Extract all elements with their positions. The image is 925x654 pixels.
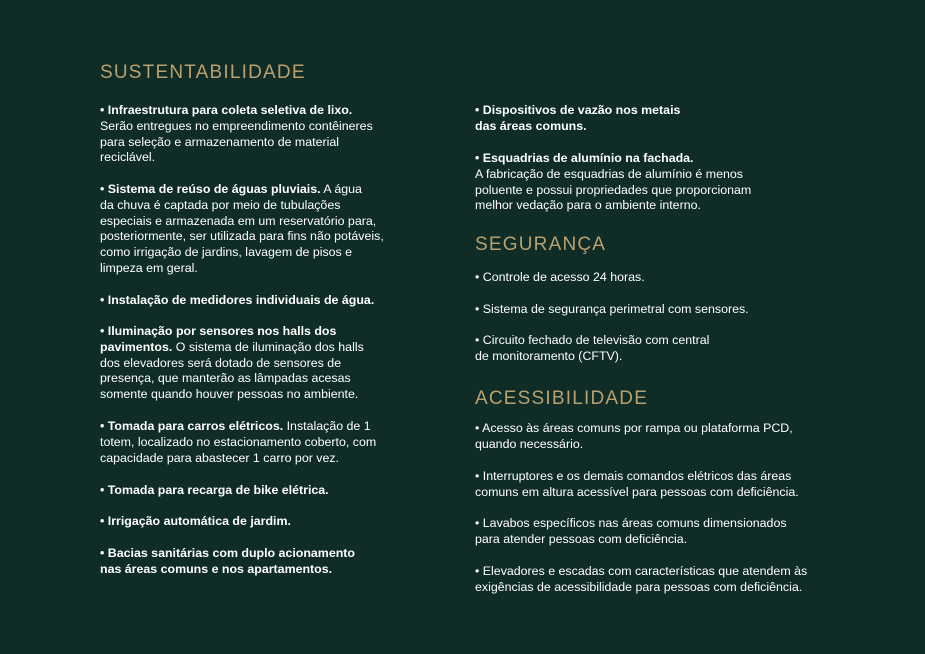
item-tomada-bike: • Tomada para recarga de bike elétrica. [100,483,329,497]
heading-seguranca: SEGURANÇA [475,234,607,255]
item-coleta-seletiva: • Infraestrutura para coleta seletiva de lixo. Serão entregues no empreendimento contêineres para seleção e armazenamento de material reciclável. [100,103,373,165]
item-iluminacao-sensores: • Iluminação por sensores nos halls dos pavimentos. O sistema de iluminação dos halls dos elevadores será dotado de sensores de presença, que manterão as lâmpadas acesas somente quando houver pessoas no ambiente. [100,324,364,402]
item-seguranca-perimetral: • Sistema de segurança perimetral com sensores. [475,302,749,316]
item-tomada-carros: • Tomada para carros elétricos. Instalação de 1 totem, localizado no estacionamento coberto, com capacidade para abastecer 1 carro por vez. [100,419,377,465]
item-controle-acesso: • Controle de acesso 24 horas. [475,270,645,284]
item-interruptores: • Interruptores e os demais comandos elétricos das áreas comuns em altura acessível para pessoas com deficiência. [475,469,799,499]
item-reuso-aguas: • Sistema de reúso de águas pluviais. A água da chuva é captada por meio de tubulações especiais e armazenada em um reservatório para, posteriormente, ser utilizada para fins não potáveis, como irrigação de jardins, lavagem de pisos e limpeza em geral. [100,182,384,275]
item-acesso-rampa: • Acesso às áreas comuns por rampa ou plataforma PCD, quando necessário. [475,421,793,451]
item-cftv: • Circuito fechado de televisão com central de monitoramento (CFTV). [475,333,710,363]
heading-sustentabilidade: SUSTENTABILIDADE [100,62,306,83]
heading-acessibilidade: ACESSIBILIDADE [475,388,649,409]
item-elevadores: • Elevadores e escadas com características que atendem às exigências de acessibilidade para pessoas com deficiência. [475,564,808,594]
item-bacias-sanitarias: • Bacias sanitárias com duplo acionamento nas áreas comuns e nos apartamentos. [100,546,355,576]
item-medidores: • Instalação de medidores individuais de água. [100,293,375,307]
item-esquadrias: • Esquadrias de alumínio na fachada. A fabricação de esquadrias de alumínio é menos poluente e possui propriedades que proporcionam melhor vedação para o ambiente interno. [475,151,752,213]
item-dispositivos-vazao: • Dispositivos de vazão nos metais das áreas comuns. [475,103,681,133]
item-irrigacao: • Irrigação automática de jardim. [100,514,291,528]
item-lavabos: • Lavabos específicos nas áreas comuns dimensionados para atender pessoas com deficiência. [475,516,787,546]
